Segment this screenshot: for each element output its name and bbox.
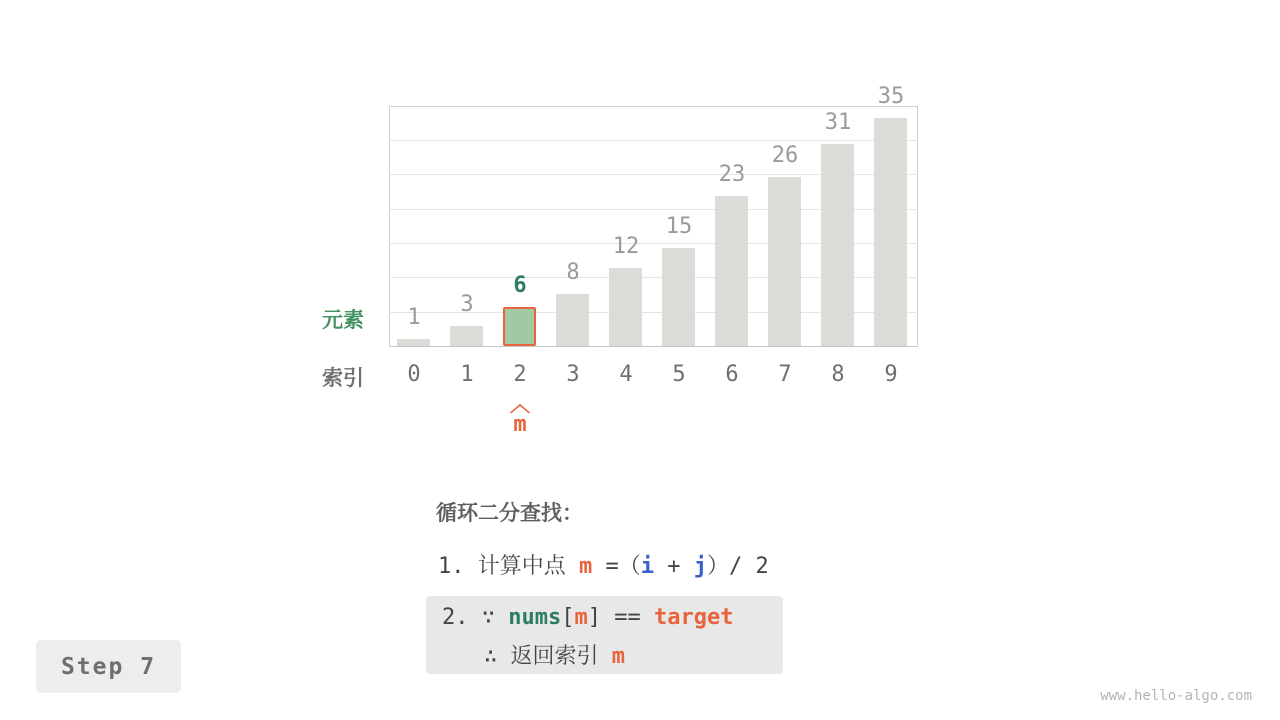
- bar-9: [874, 118, 907, 346]
- bar-value-2: 6: [513, 273, 527, 298]
- index-label-4: 4: [619, 362, 633, 387]
- step-1-eq: =（: [605, 554, 641, 579]
- step-1-number: 1.: [438, 554, 465, 579]
- index-label-3: 3: [566, 362, 580, 387]
- row-label-index: 索引: [322, 366, 364, 390]
- bar-5: [662, 248, 695, 346]
- step-2-var-m: m: [574, 605, 588, 630]
- index-label-0: 0: [407, 362, 421, 387]
- gridline: [389, 140, 918, 141]
- chart-baseline: [389, 346, 918, 347]
- therefore-symbol: ∴: [484, 644, 498, 669]
- bar-3: [556, 294, 589, 346]
- step-2-target: target: [653, 605, 734, 630]
- row-label-element: 元素: [322, 308, 364, 332]
- index-label-6: 6: [725, 362, 739, 387]
- step-2-nums: nums: [508, 605, 562, 630]
- index-label-9: 9: [884, 362, 898, 387]
- step-2-bracket-open: [: [561, 605, 575, 630]
- bar-value-3: 8: [566, 260, 580, 285]
- step-1-var-i: i: [640, 554, 655, 579]
- bar-value-9: 35: [877, 84, 905, 109]
- bar-value-5: 15: [665, 214, 693, 239]
- caption-title: 循环二分查找：: [436, 501, 583, 525]
- bar-value-0: 1: [407, 305, 421, 330]
- step-1-tail: ）/ 2: [707, 554, 769, 579]
- bar-value-7: 26: [771, 143, 799, 168]
- step-2-result-var-m: m: [611, 644, 626, 669]
- step-1-plus: +: [667, 554, 681, 579]
- pointer-m: [490, 392, 550, 438]
- bar-6: [715, 196, 748, 346]
- step-1-var-j: j: [693, 554, 708, 579]
- bar-value-8: 31: [824, 110, 852, 135]
- step-1-text: [438, 549, 769, 580]
- bar-4: [609, 268, 642, 346]
- bar-7: [768, 177, 801, 346]
- pointer-label-m: m: [513, 412, 527, 437]
- step-2-result-text: 返回索引: [510, 644, 599, 669]
- because-symbol: ∵: [481, 605, 495, 630]
- step-1-label: 计算中点: [477, 554, 566, 579]
- step-2-box: [426, 596, 783, 674]
- step-2-line-1: [442, 605, 733, 630]
- watermark: www.hello-algo.com: [1100, 688, 1252, 704]
- index-label-1: 1: [460, 362, 474, 387]
- gridline: [389, 106, 918, 107]
- step-badge: Step 7: [36, 640, 181, 693]
- chart-axis-right: [917, 106, 918, 347]
- bar-value-4: 12: [612, 234, 640, 259]
- step-2-bracket-close: ]: [587, 605, 601, 630]
- index-label-2: 2: [513, 362, 527, 387]
- bar-value-1: 3: [460, 292, 474, 317]
- bar-1: [450, 326, 483, 346]
- step-1-var-m: m: [579, 554, 593, 579]
- bar-chart: [389, 84, 918, 347]
- pointer-caret-icon: ︿: [510, 392, 530, 416]
- bar-0: [397, 339, 430, 346]
- index-label-8: 8: [831, 362, 845, 387]
- bar-2-highlighted: [503, 307, 536, 346]
- step-2-line-2: [484, 639, 625, 670]
- index-label-5: 5: [672, 362, 686, 387]
- bar-value-6: 23: [718, 162, 746, 187]
- bar-8: [821, 144, 854, 346]
- step-2-operator: ==: [614, 605, 641, 630]
- index-label-7: 7: [778, 362, 792, 387]
- step-2-number: 2.: [442, 605, 469, 630]
